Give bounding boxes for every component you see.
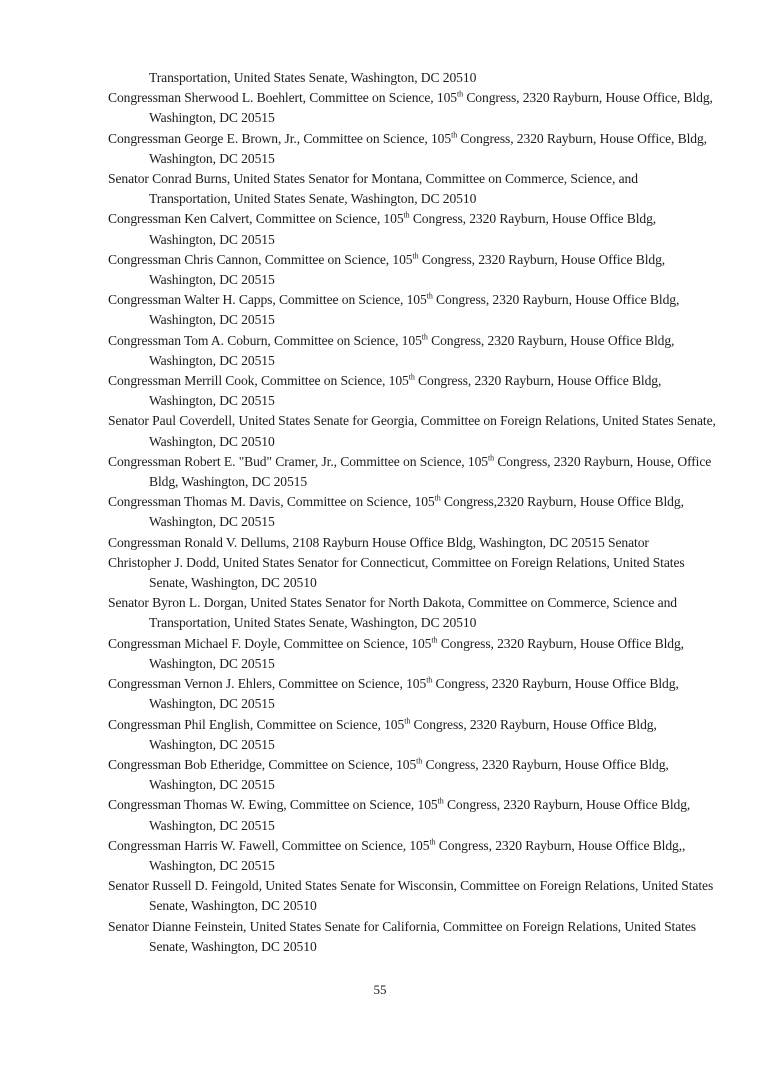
list-item: Congressman Robert E. "Bud" Cramer, Jr., Committee on Science, 105th Congress, 2320 Rayburn, House, Office Bldg, Washington, DC 20515 — [108, 453, 712, 490]
list-item: Transportation, United States Senate, Washington, DC 20510 — [149, 70, 477, 85]
list-item: Congressman Chris Cannon, Committee on Science, 105th Congress, 2320 Rayburn, House Office Bldg, Washington, DC 20515 — [108, 251, 666, 288]
list-item: Christopher J. Dodd, United States Senator for Connecticut, Committee on Foreign Relations, United States Senate, Washington, DC 20510 — [108, 554, 685, 591]
list-item: Senator Dianne Feinstein, United States Senate for California, Committee on Foreign Relations, United States Senate, Washington, DC 20510 — [108, 918, 696, 954]
list-item: Congressman Harris W. Fawell, Committee on Science, 105th Congress, 2320 Rayburn, House Office Bldg,, Washington, DC 20515 — [108, 837, 686, 873]
list-item: Senator Conrad Burns, United States Senator for Montana, Committee on Commerce, Science, and Transportation, United States Senate, Washington, DC 20510 — [108, 171, 638, 207]
list-item: Congressman Walter H. Capps, Committee on Science, 105th Congress, 2320 Rayburn, House Office Bldg, Washington, DC 20515 — [108, 291, 680, 328]
address-list — [108, 68, 720, 957]
list-item: Congressman Michael F. Doyle, Committee on Science, 105th Congress, 2320 Rayburn, House Office Bldg, Washington, DC 20515 — [108, 635, 684, 671]
list-item: Congressman Thomas W. Ewing, Committee on Science, 105th Congress, 2320 Rayburn, House Office Bldg, Washington, DC 20515 — [108, 796, 691, 833]
list-item: Congressman Ken Calvert, Committee on Science, 105th Congress, 2320 Rayburn, House Office Bldg, Washington, DC 20515 — [108, 210, 657, 247]
list-item: Congressman Sherwood L. Boehlert, Committee on Science, 105th Congress, 2320 Rayburn, House Office, Bldg, Washington, DC 20515 — [108, 89, 713, 126]
list-item: Senator Russell D. Feingold, United States Senate for Wisconsin, Committee on Foreign Relations, United States Senate, Washington, DC 20510 — [108, 878, 714, 914]
list-item: Congressman Vernon J. Ehlers, Committee on Science, 105th Congress, 2320 Rayburn, House Office Bldg, Washington, DC 20515 — [108, 675, 679, 712]
list-item: Congressman Thomas M. Davis, Committee on Science, 105th Congress,2320 Rayburn, House Office Bldg, Washington, DC 20515 — [108, 493, 684, 530]
page-number: 55 — [373, 982, 387, 997]
list-item: Congressman Ronald V. Dellums, 2108 Rayburn House Office Bldg, Washington, DC 20515 Senator — [108, 534, 649, 550]
list-item: Congressman Tom A. Coburn, Committee on Science, 105th Congress, 2320 Rayburn, House Office Bldg, Washington, DC 20515 — [108, 332, 675, 368]
list-item: Senator Byron L. Dorgan, United States Senator for North Dakota, Committee on Commerce, Science and Transportation, United States Senate, Washington, DC 20510 — [108, 595, 677, 631]
list-item: Senator Paul Coverdell, United States Senate for Georgia, Committee on Foreign Relations, United States Senate, Washington, DC 20510 — [108, 413, 716, 449]
list-item: Congressman Phil English, Committee on Science, 105th Congress, 2320 Rayburn, House Office Bldg, Washington, DC 20515 — [108, 715, 657, 752]
list-item: Congressman Merrill Cook, Committee on Science, 105th Congress, 2320 Rayburn, House Office Bldg, Washington, DC 20515 — [108, 372, 662, 409]
list-item: Congressman George E. Brown, Jr., Committee on Science, 105th Congress, 2320 Rayburn, House Office, Bldg, Washington, DC 20515 — [108, 130, 707, 166]
list-item: Congressman Bob Etheridge, Committee on Science, 105th Congress, 2320 Rayburn, House Office Bldg, Washington, DC 20515 — [108, 756, 669, 793]
